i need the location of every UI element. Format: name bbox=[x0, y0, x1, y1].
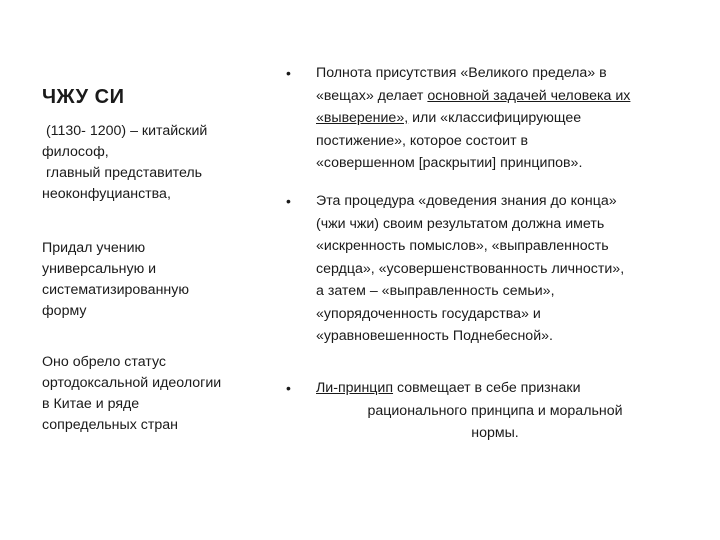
bullet-line: рационального принципа и моральной bbox=[367, 402, 623, 419]
bullet-line bbox=[316, 377, 696, 400]
status-line: в Китае и ряде bbox=[42, 396, 140, 412]
bullet-line bbox=[316, 107, 696, 130]
underlined-span: Ли-принцип bbox=[316, 380, 394, 396]
bullet-text bbox=[316, 190, 696, 348]
bullet-line: «упорядоченность государства» и bbox=[316, 305, 541, 322]
bio-line: (1130- 1200) – китайский bbox=[42, 123, 208, 139]
work-line: форму bbox=[42, 303, 87, 319]
bullet-line: нормы. bbox=[471, 425, 519, 441]
bullet-line: «искренность помыслов», «выправленность bbox=[316, 238, 609, 254]
text-span: «вещах» делает bbox=[316, 87, 428, 104]
bullet-icon: • bbox=[286, 193, 291, 209]
page-title: ЧЖУ СИ bbox=[42, 86, 125, 108]
bio-line: неоконфуцианства, bbox=[42, 186, 171, 202]
bullet-line: Эта процедура «доведения знания до конца» bbox=[316, 193, 617, 209]
work-line: Придал учению bbox=[42, 240, 146, 256]
bullet-line: «совершенном [раскрытии] принципов». bbox=[316, 155, 583, 171]
bullet-text bbox=[316, 377, 696, 445]
bullet-line: «уравновешенность Поднебесной». bbox=[316, 328, 553, 344]
text-span: или «классифицирующее bbox=[408, 110, 582, 126]
status-paragraph bbox=[42, 352, 221, 436]
bullet-line: Полнота присутствия «Великого предела» в bbox=[316, 65, 607, 81]
work-line: универсальную и bbox=[42, 261, 157, 277]
text-span: совмещает в себе признаки bbox=[393, 380, 581, 396]
status-line: ортодоксальной идеологии bbox=[42, 375, 222, 391]
bullet-icon: • bbox=[286, 380, 291, 396]
bullet-line: сердца», «усовершенствованность личности», bbox=[316, 260, 625, 277]
work-paragraph bbox=[42, 238, 189, 322]
bullet-line bbox=[316, 85, 696, 108]
underlined-span: «выверение», bbox=[316, 110, 409, 126]
bio-line: главный представитель bbox=[42, 165, 203, 181]
bio-paragraph bbox=[42, 121, 207, 205]
bullet-line: постижение», которое состоит в bbox=[316, 132, 529, 149]
bullet-icon: • bbox=[286, 65, 291, 81]
bullet-text bbox=[316, 62, 696, 175]
underlined-span: основной задачей человека их bbox=[427, 87, 631, 104]
work-line: систематизированную bbox=[42, 282, 189, 298]
bio-line: философ, bbox=[42, 144, 109, 160]
status-line: Оно обрело статус bbox=[42, 354, 166, 370]
bullet-line: а затем – «выправленность семьи», bbox=[316, 283, 555, 299]
status-line: сопредельных стран bbox=[42, 417, 178, 433]
bullet-line: (чжи чжи) своим результатом должна иметь bbox=[316, 215, 605, 232]
